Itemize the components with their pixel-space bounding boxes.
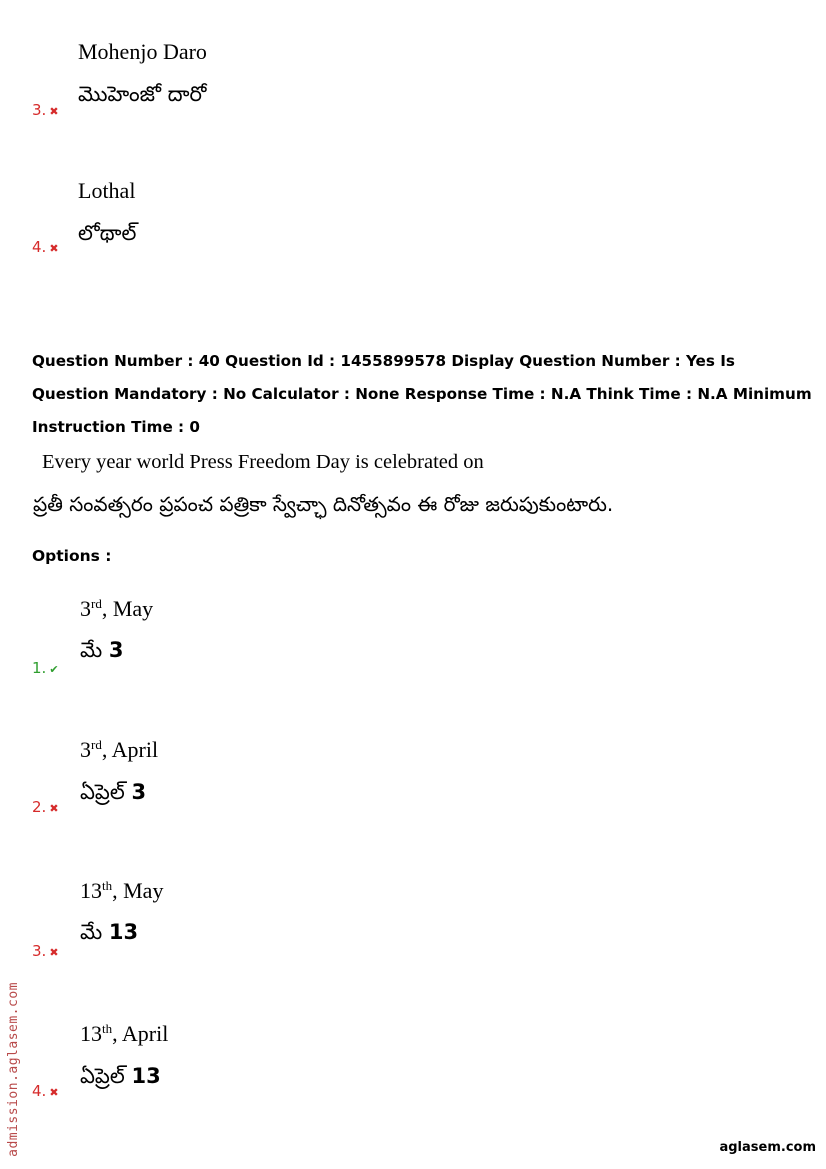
option-1-english: 3rd, May — [80, 596, 154, 621]
option-2-telugu: ఏప్రెల్ 3 — [80, 780, 147, 804]
options-label: Options : — [32, 547, 112, 565]
option-2-english: 3rd, April — [80, 737, 159, 762]
cross-icon: ✖ — [49, 242, 59, 255]
cross-icon: ✖ — [49, 1086, 59, 1099]
prev-option-4-number: 4. ✖ — [32, 238, 59, 256]
option-1-number: 1. ✔ — [32, 659, 59, 677]
option-3-telugu: మే 13 — [80, 920, 139, 944]
footer-site[interactable]: aglasem.com — [719, 1140, 816, 1155]
option-4-english: 13th, April — [80, 1021, 169, 1046]
cross-icon: ✖ — [49, 802, 59, 815]
option-3-english: 13th, May — [80, 878, 164, 903]
question-text-english: Every year world Press Freedom Day is celebrated on — [42, 451, 484, 473]
question-meta: Question Number : 40 Question Id : 1455899578 Display Question Number : Yes Is Question Mandatory : No Calculator : None Response Time : N.A Think Time : N.A Minimum Instruction Time : 0 — [32, 352, 812, 436]
cross-icon: ✖ — [49, 946, 59, 959]
check-icon: ✔ — [49, 663, 59, 676]
option-4-number: 4. ✖ — [32, 1082, 59, 1100]
cross-icon: ✖ — [49, 105, 59, 118]
prev-option-3-number: 3. ✖ — [32, 101, 59, 119]
watermark: admission.aglasem.com — [6, 982, 21, 1157]
option-2-number: 2. ✖ — [32, 798, 59, 816]
option-1-telugu: మే 3 — [80, 638, 124, 662]
prev-option-3-english: Mohenjo Daro — [78, 39, 207, 64]
option-3-number: 3. ✖ — [32, 942, 59, 960]
question-text-telugu: ప్రతీ సంవత్సరం ప్రపంచ పత్రికా స్వేచ్ఛా దినోత్సవం ఈ రోజు జరుపుకుంటారు. — [33, 492, 614, 516]
prev-option-3-telugu: మొహెంజో దారో — [78, 82, 207, 106]
option-4-telugu: ఏప్రెల్ 13 — [80, 1064, 161, 1088]
prev-option-4-english: Lothal — [78, 178, 136, 203]
prev-option-4-telugu: లోథాల్ — [78, 221, 137, 245]
